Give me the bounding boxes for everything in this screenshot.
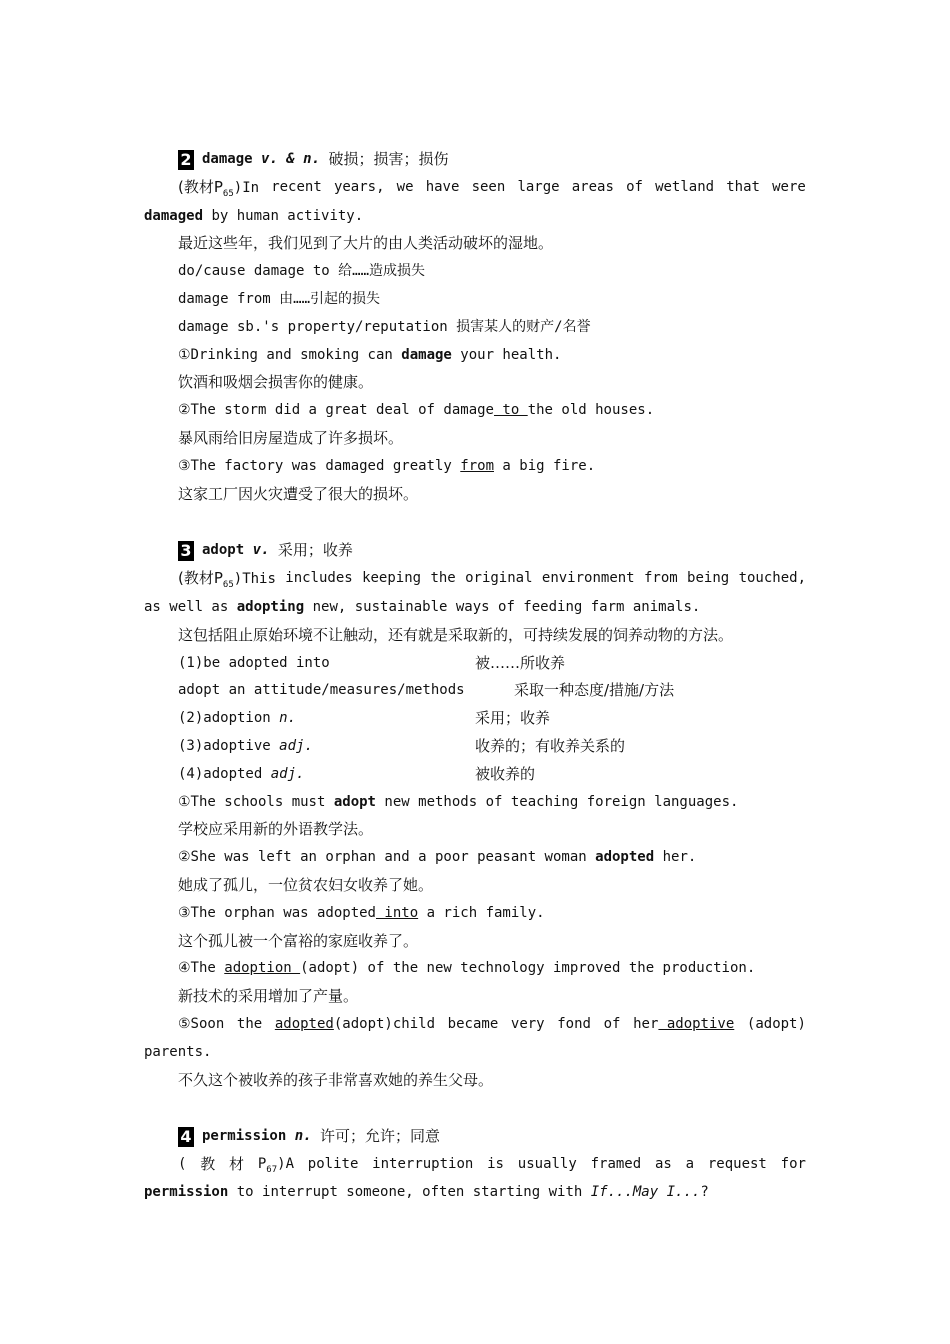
textbook-source-continued: damaged by human activity. <box>144 207 364 224</box>
headword: adopt <box>202 542 245 559</box>
textbook-source-line: ( 教 材 $P_{67})A$ polite interruption is usually framed as a request for <box>178 1155 806 1175</box>
source-translation: 最近这些年，我们见到了大片的由人类活动破坏的湿地。 <box>178 234 554 253</box>
fill-answer: adoption <box>224 960 301 977</box>
example-sentence: ③The factory was damaged greatly from a big fire. <box>178 457 596 474</box>
example-translation: 她成了孤儿，一位贫农妇女收养了她。 <box>178 875 434 894</box>
textbook-source-continued: permission to interrupt someone, often starting with If...May I...? <box>144 1183 709 1200</box>
word-form-row: adopt an attitude/measures/methods 采取一种态度/措施/方法 <box>178 681 675 700</box>
phrase-line: damage sb.'s property/reputation 损害某人的财产/名誉 <box>178 318 591 335</box>
entry-header-permission <box>144 1123 806 1151</box>
headword: damage <box>202 151 253 167</box>
textbook-source-line: (教材$P_{65})In$ recent years, we have seen large areas of wetland that were <box>178 177 806 199</box>
headword-meaning: 许可；允许；同意 <box>320 1127 441 1146</box>
fill-answer: adoptive <box>658 1015 735 1032</box>
headword-meaning: 破损；损害；损伤 <box>328 150 449 168</box>
word-form-row: (1)be adopted into 被……所收养 <box>178 653 566 672</box>
example-sentence: ①Drinking and smoking can damage your health. <box>178 346 562 363</box>
source-translation: 这包括阻止原始环境不让触动，还有就是采取新的，可持续发展的饲养动物的方法。 <box>178 625 734 644</box>
example-sentence: ①The schools must adopt new methods of teaching foreign languages. <box>178 793 739 810</box>
part-of-speech: v. & n. <box>261 151 321 167</box>
phrase-line: damage from 由……引起的损失 <box>178 290 381 307</box>
fill-answer: adopted <box>274 1015 334 1032</box>
entry-number-badge: 3 <box>178 541 194 561</box>
phrase-line: do/cause damage to 给……造成损失 <box>178 263 426 280</box>
example-translation: 饮酒和吸烟会损害你的健康。 <box>178 373 374 392</box>
her-word: her <box>633 1015 659 1032</box>
word-form-row: (3)adoptive adj. 收养的；有收养关系的 <box>178 736 626 755</box>
example-translation: 不久这个被收养的孩子非常喜欢她的养生父母。 <box>178 1070 494 1089</box>
textbook-source-continued: as well as adopting new, sustainable ways of feeding farm animals. <box>144 598 701 615</box>
example-sentence-continued: parents. <box>144 1043 212 1060</box>
fill-answer: from <box>460 457 494 474</box>
fill-answer: into <box>375 904 419 921</box>
example-sentence: ②The storm did a great deal of damage to the old houses. <box>178 402 655 419</box>
document-page <box>144 146 806 1207</box>
example-translation: 这个孤儿被一个富裕的家庭收养了。 <box>178 931 419 950</box>
entry-number-badge: 2 <box>178 150 194 170</box>
example-sentence: ④The adoption (adopt) of the new technology improved the production. <box>178 960 756 977</box>
textbook-source-line: (教材$P_{65})This$ includes keeping the original environment from being touched, <box>178 569 806 590</box>
entry-header-damage <box>144 146 806 174</box>
example-translation: 暴风雨给旧房屋造成了许多损坏。 <box>178 428 404 447</box>
example-sentence: ③The orphan was adopted into a rich family. <box>178 904 545 921</box>
headword-meaning: 采用；收养 <box>277 541 353 560</box>
example-sentence: ②She was left an orphan and a poor peasant woman adopted her. <box>178 849 697 866</box>
example-translation: 学校应采用新的外语教学法。 <box>178 820 374 839</box>
headword: permission <box>202 1128 287 1145</box>
entry-header-adopt <box>144 537 806 565</box>
word-form-row: (2)adoption n. 采用；收养 <box>178 709 551 728</box>
example-translation: 新技术的采用增加了产量。 <box>178 987 359 1006</box>
fill-answer: to <box>493 402 528 419</box>
example-sentence: ⑤Soon the adopted(adopt)child became very fond of her adoptive (adopt) <box>178 1015 806 1032</box>
entry-number-badge: 4 <box>178 1127 194 1147</box>
example-translation: 这家工厂因火灾遭受了很大的损坏。 <box>178 484 419 503</box>
part-of-speech: v. <box>252 542 270 559</box>
part-of-speech: n. <box>294 1128 312 1145</box>
word-form-row: (4)adopted adj. 被收养的 <box>178 764 536 783</box>
